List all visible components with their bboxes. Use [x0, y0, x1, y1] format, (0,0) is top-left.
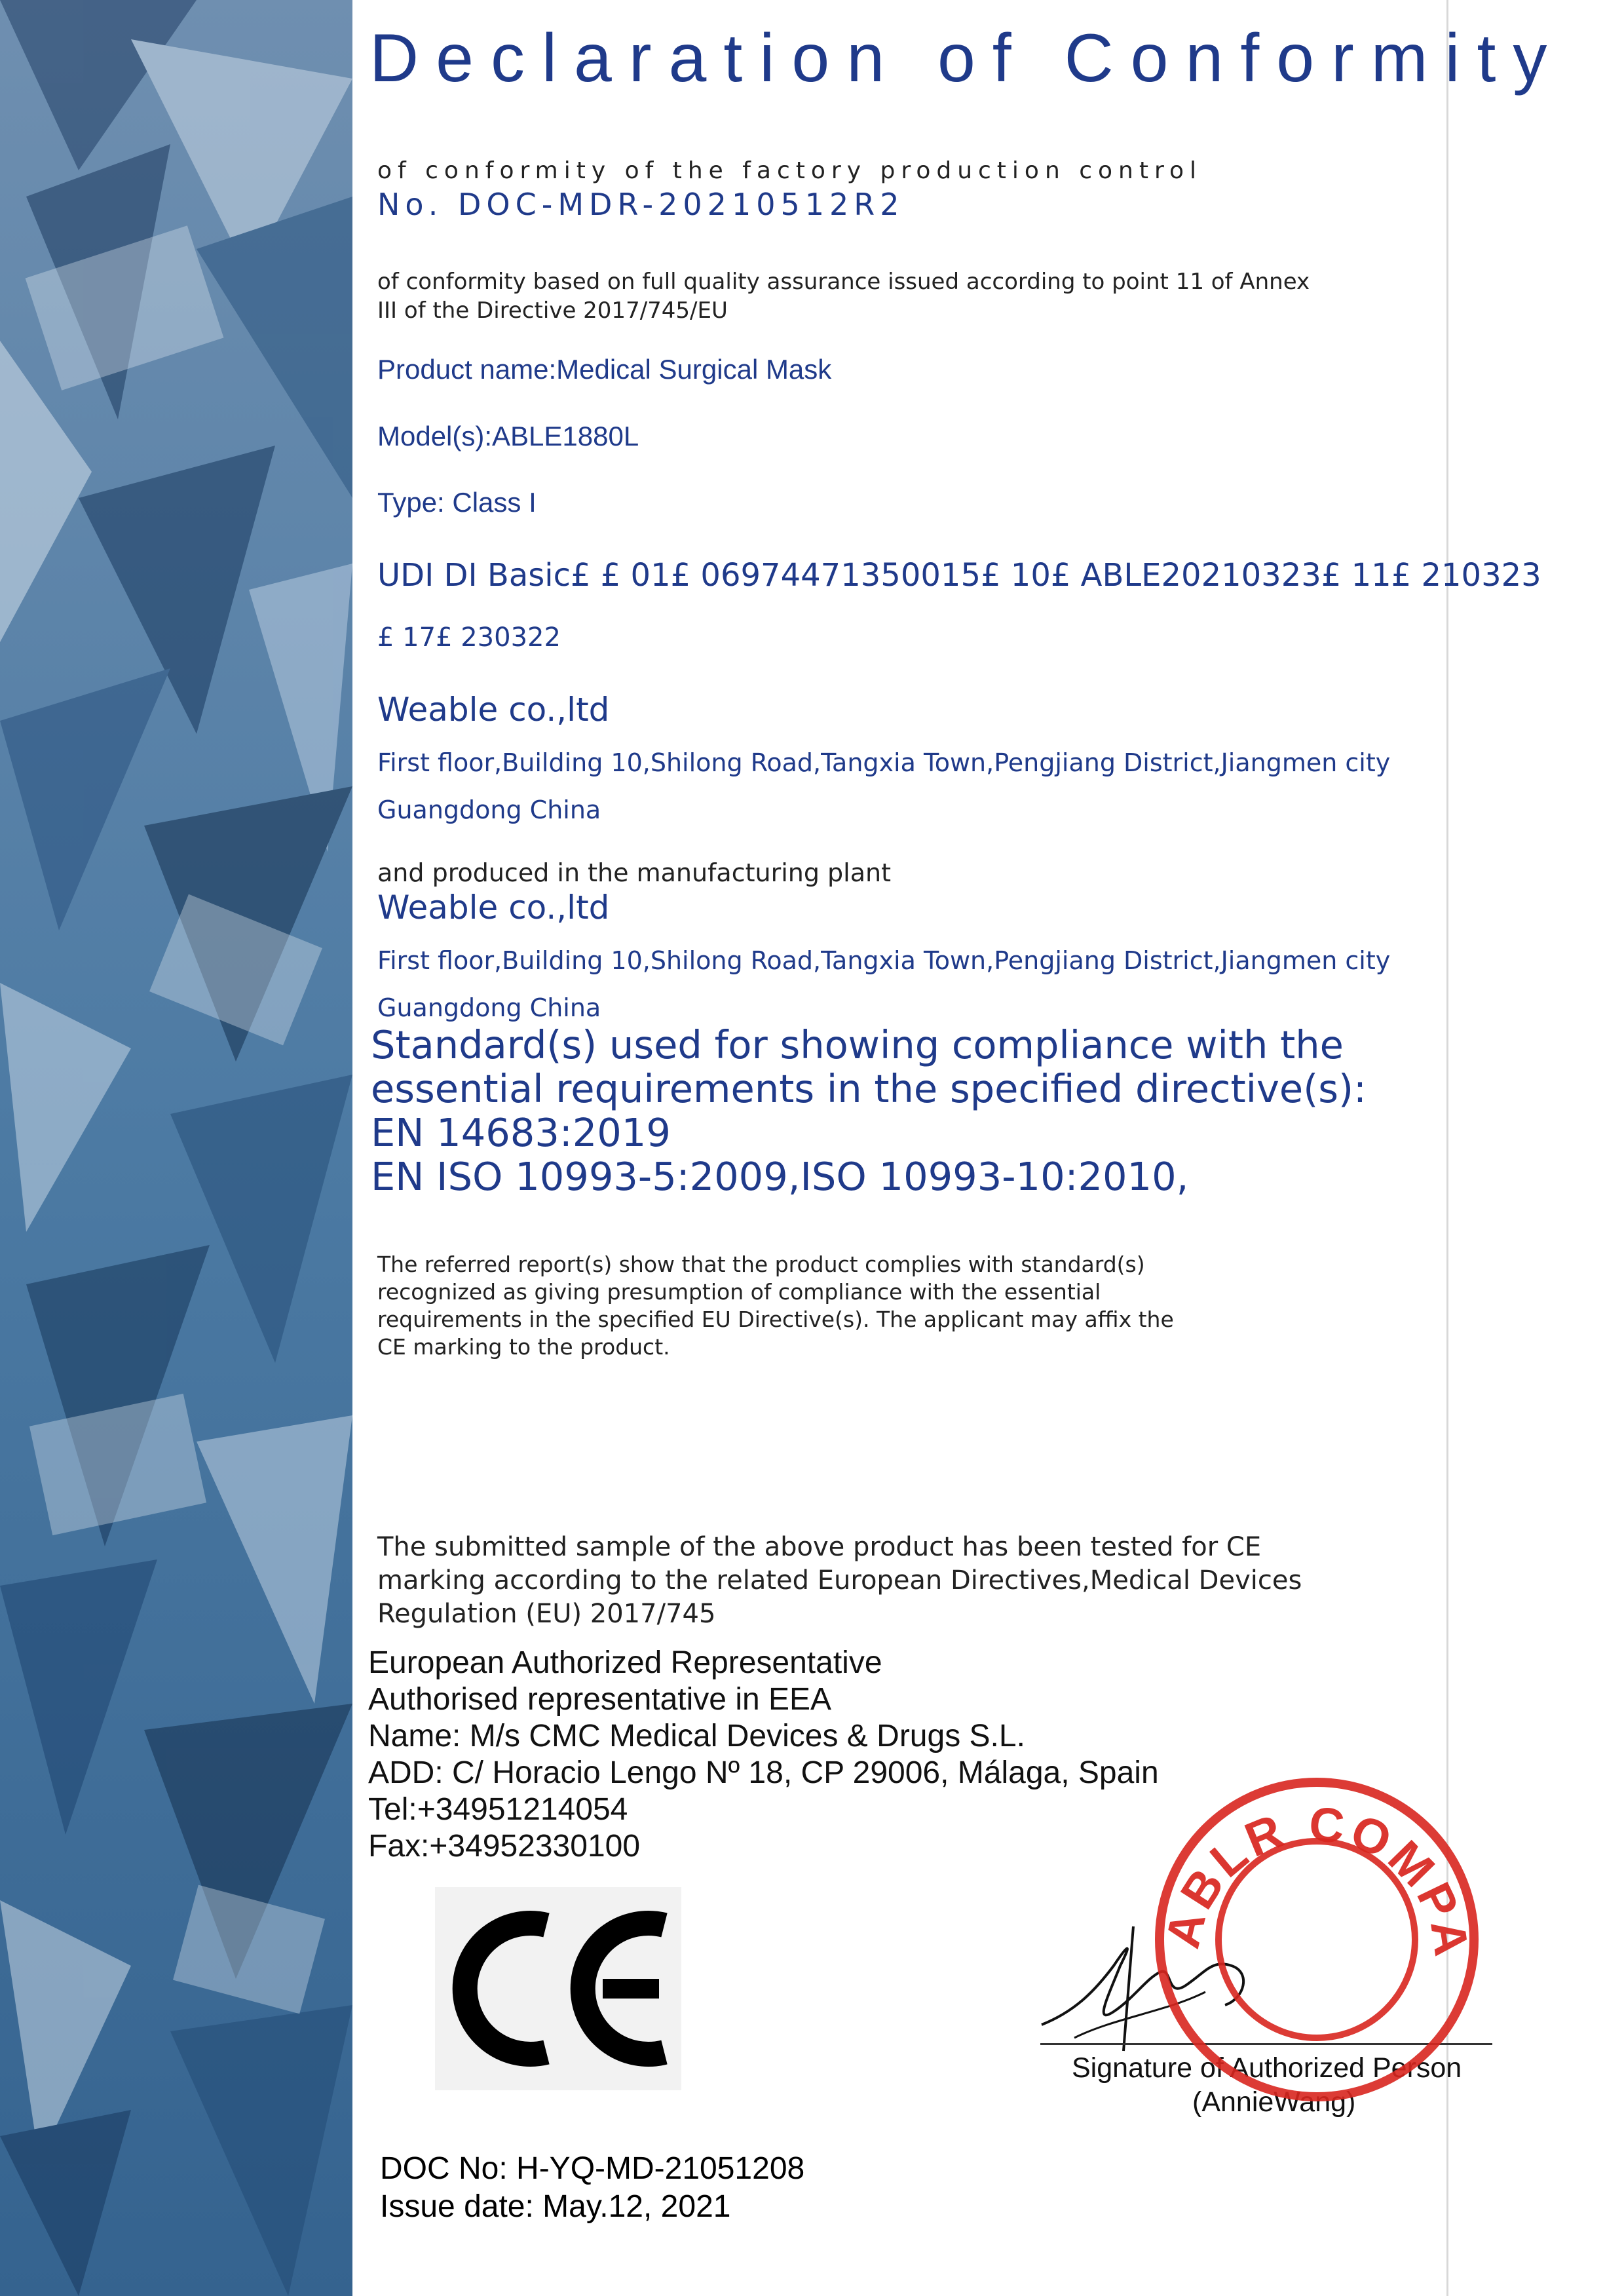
- udi-text: UDI DI Basic£ £ 01£ 06974471350015£ 10£ ABLE20210323£ 11£ 210323: [377, 557, 1541, 594]
- footer-doc-number: DOC No: H-YQ-MD-21051208: [380, 2151, 805, 2186]
- plant-address-1: First floor,Building 10,Shilong Road,Tangxia Town,Pengjiang District,Jiangmen city: [377, 946, 1391, 975]
- product-type: Type: Class I: [377, 487, 537, 518]
- basis-line-2: III of the Directive 2017/745/EU: [377, 297, 728, 324]
- sample-line-1: The submitted sample of the above product has been tested for CE: [377, 1532, 1262, 1562]
- report-line-3: requirements in the specified EU Directive(s). The applicant may affix the: [377, 1307, 1174, 1332]
- plant-intro: and produced in the manufacturing plant: [377, 858, 891, 887]
- manufacturer-name: Weable co.,ltd: [377, 691, 610, 729]
- udi-line-2: £ 17£ 230322: [377, 622, 561, 653]
- representative-tel: Tel:+34951214054: [368, 1792, 628, 1827]
- representative-heading: European Authorized Representative: [368, 1645, 882, 1680]
- signature-label: Signature of Authorized Person: [1072, 2052, 1462, 2084]
- product-model: Model(s):ABLE1880L: [377, 421, 639, 451]
- manufacturer-address-2: Guangdong China: [377, 795, 601, 824]
- sample-line-3: Regulation (EU) 2017/745: [377, 1599, 716, 1629]
- standards-line-2: essential requirements in the specified directive(s):: [371, 1066, 1367, 1111]
- decorative-side-band: [0, 0, 352, 2296]
- page-title: Declaration of Conformity: [369, 20, 1564, 96]
- svg-text:WEABLR COMPANY: ABLR COMPA: [1154, 1796, 1480, 1963]
- standards-line-3: EN 14683:2019: [371, 1110, 671, 1155]
- udi-line-1: [377, 557, 1541, 594]
- report-line-4: CE marking to the product.: [377, 1334, 670, 1360]
- manufacturer-address-1: First floor,Building 10,Shilong Road,Tangxia Town,Pengjiang District,Jiangmen city: [377, 748, 1391, 777]
- plant-name: Weable co.,ltd: [377, 889, 610, 927]
- product-name: Product name:Medical Surgical Mask: [377, 354, 832, 385]
- representative-name: Name: M/s CMC Medical Devices & Drugs S.L.: [368, 1719, 1025, 1753]
- plant-address-2: Guangdong China: [377, 993, 601, 1022]
- representative-line-1: Authorised representative in EEA: [368, 1682, 832, 1717]
- basis-line-1: of conformity based on full quality assurance issued according to point 11 of Annex: [377, 269, 1310, 295]
- sample-line-2: marking according to the related European Directives,Medical Devices: [377, 1565, 1302, 1596]
- ce-mark-icon: [435, 1887, 681, 2090]
- signature-person: (AnnieWang): [1192, 2086, 1356, 2118]
- document-number: No. DOC-MDR-20210512R2: [377, 187, 905, 222]
- standards-line-4: EN ISO 10993-5:2009,ISO 10993-10:2010,: [371, 1154, 1189, 1199]
- standards-line-1: Standard(s) used for showing compliance with the: [371, 1022, 1344, 1067]
- representative-fax: Fax:+34952330100: [368, 1829, 641, 1864]
- report-line-2: recognized as giving presumption of compliance with the essential: [377, 1279, 1101, 1305]
- representative-address: ADD: C/ Horacio Lengo Nº 18, CP 29006, Málaga, Spain: [368, 1755, 1159, 1790]
- company-stamp: [1146, 1769, 1487, 2110]
- report-line-1: The referred report(s) show that the product complies with standard(s): [377, 1252, 1145, 1277]
- footer-issue-date: Issue date: May.12, 2021: [380, 2189, 731, 2224]
- subtitle: of conformity of the factory production control: [377, 157, 1202, 184]
